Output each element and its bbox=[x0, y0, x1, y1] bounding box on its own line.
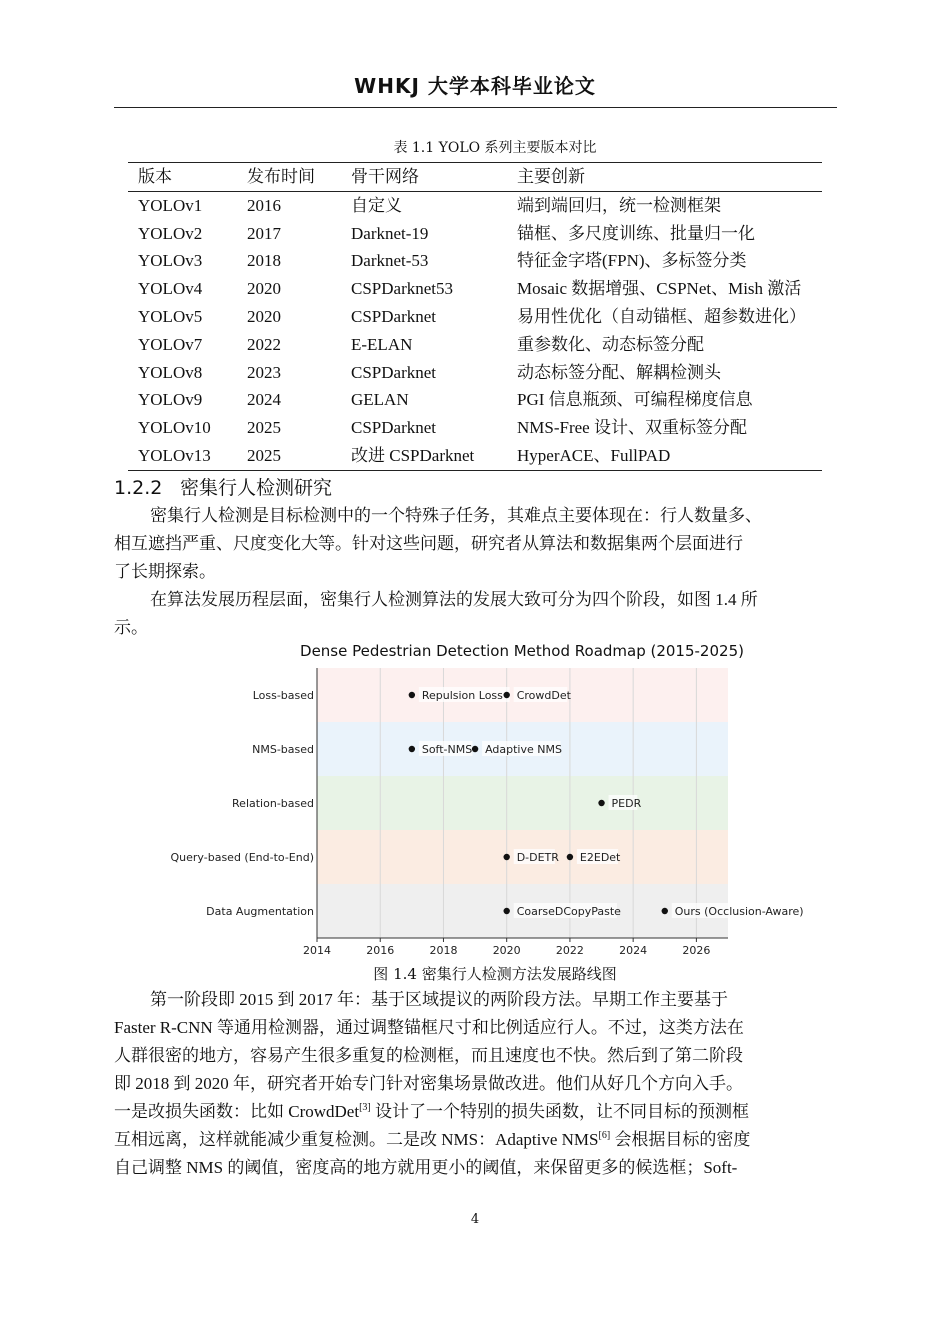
table-caption: 表 1.1 YOLO 系列主要版本对比 bbox=[393, 140, 597, 156]
table-cell: YOLOv10 bbox=[138, 418, 211, 438]
paragraph-line bbox=[114, 1098, 837, 1126]
citation-ref: [3] bbox=[359, 1102, 371, 1113]
header-divider bbox=[114, 107, 837, 108]
category-band bbox=[317, 776, 728, 830]
table-cell: CSPDarknet53 bbox=[351, 279, 453, 299]
table-cell: 2024 bbox=[247, 390, 281, 410]
table-cell: 自定义 bbox=[351, 195, 402, 215]
milestone-point bbox=[567, 854, 573, 860]
x-tick-label: 2016 bbox=[366, 944, 395, 957]
paragraph-line bbox=[114, 1126, 837, 1154]
table-cell: 2025 bbox=[247, 445, 281, 465]
x-tick-label: 2022 bbox=[555, 944, 584, 957]
milestone-point bbox=[409, 746, 415, 752]
yolo-version-table bbox=[128, 162, 822, 471]
table-cell: Mosaic 数据增强、CSPNet、Mish 激活 bbox=[517, 279, 802, 299]
milestone-label: CoarseDCopyPaste bbox=[516, 905, 621, 918]
milestone-point bbox=[503, 908, 509, 914]
citation-ref: [6] bbox=[598, 1130, 611, 1141]
table-row bbox=[128, 331, 822, 359]
table-cell: Darknet-53 bbox=[351, 251, 429, 271]
paragraph-2 bbox=[114, 586, 837, 642]
table-cell: PGI 信息瓶颈、可编程梯度信息 bbox=[517, 390, 753, 410]
table-cell: CSPDarknet bbox=[351, 418, 436, 438]
milestone-point bbox=[409, 692, 415, 698]
table-header-cell: 主要创新 bbox=[517, 167, 585, 186]
table-cell: 锚框、多尺度训练、批量归一化 bbox=[517, 223, 755, 243]
table-header-cell: 版本 bbox=[138, 167, 172, 186]
paragraph-line: 示。 bbox=[114, 618, 148, 637]
milestone-point bbox=[598, 800, 604, 806]
table-cell: 2016 bbox=[247, 195, 281, 215]
table-row bbox=[128, 442, 822, 470]
text-run: 设计了一个特别的损失函数，让不同目标的预测框 bbox=[370, 1102, 749, 1121]
text-run: 一是改损失函数：比如 CrowdDet bbox=[114, 1102, 360, 1121]
table-cell: HyperACE、FullPAD bbox=[517, 445, 671, 465]
table-cell: YOLOv9 bbox=[138, 390, 203, 410]
x-tick-label: 2026 bbox=[682, 944, 711, 957]
figure-caption: 图 1.4 密集行人检测方法发展路线图 bbox=[373, 965, 617, 983]
x-tick-label: 2020 bbox=[492, 944, 521, 957]
table-cell: CSPDarknet bbox=[351, 306, 436, 326]
table-cell: YOLOv1 bbox=[138, 195, 203, 215]
milestone-label: D-DETR bbox=[516, 851, 559, 864]
table-row bbox=[128, 359, 822, 387]
paragraph-line: 相互遮挡严重、尺度变化大等。针对这些问题，研究者从算法和数据集两个层面进行 bbox=[114, 534, 743, 553]
section-title: 密集行人检测研究 bbox=[180, 477, 333, 499]
table-cell: YOLOv3 bbox=[138, 251, 203, 271]
table-cell: 易用性优化（自动锚框、超参数进化） bbox=[517, 306, 806, 326]
table-cell: YOLOv13 bbox=[138, 445, 211, 465]
table-cell: 2018 bbox=[247, 251, 281, 271]
table-row bbox=[128, 386, 822, 414]
milestone-label: Repulsion Loss bbox=[421, 689, 503, 702]
table-cell: 2022 bbox=[247, 334, 281, 354]
category-label: Loss-based bbox=[252, 689, 314, 702]
roadmap-chart bbox=[140, 640, 820, 962]
x-tick-label: 2018 bbox=[429, 944, 458, 957]
table-cell: 2017 bbox=[247, 223, 281, 243]
paragraph-line: Faster R-CNN 等通用检测器，通过调整锚框尺寸和比例适应行人。不过，这类方法在 bbox=[114, 1018, 744, 1037]
paragraph-3 bbox=[114, 986, 837, 1182]
table-row bbox=[128, 275, 822, 303]
table-cell: YOLOv5 bbox=[138, 306, 203, 326]
page-number: 4 bbox=[470, 1212, 480, 1227]
table-cell: YOLOv2 bbox=[138, 223, 203, 243]
table-cell: 改进 CSPDarknet bbox=[351, 445, 475, 465]
milestone-label: Ours (Occlusion-Aware) bbox=[674, 905, 804, 918]
table-row bbox=[128, 220, 822, 248]
milestone-point bbox=[503, 854, 509, 860]
table-body bbox=[128, 191, 822, 470]
milestone-label: Adaptive NMS bbox=[485, 743, 562, 756]
table-cell: 特征金字塔(FPN)、多标签分类 bbox=[517, 251, 747, 271]
table-header-cell: 骨干网络 bbox=[351, 167, 419, 186]
table-header-row bbox=[128, 163, 822, 192]
table-cell: 2025 bbox=[247, 418, 281, 438]
table-cell: 2020 bbox=[247, 306, 281, 326]
table-cell: YOLOv8 bbox=[138, 362, 203, 382]
milestone-point bbox=[662, 908, 668, 914]
category-label: NMS-based bbox=[252, 743, 314, 756]
table-header-cell: 发布时间 bbox=[247, 167, 315, 186]
table-cell: NMS-Free 设计、双重标签分配 bbox=[517, 418, 747, 438]
table-row bbox=[128, 191, 822, 219]
paragraph-line: 了长期探索。 bbox=[114, 562, 216, 581]
table-cell: 2023 bbox=[247, 362, 281, 382]
section-heading bbox=[114, 473, 332, 500]
paragraph-line: 密集行人检测是目标检测中的一个特殊子任务，其难点主要体现在：行人数量多、 bbox=[150, 506, 762, 525]
category-label: Data Augmentation bbox=[206, 905, 314, 918]
category-label: Relation-based bbox=[232, 797, 314, 810]
page-header-title: WHKJ 大学本科毕业论文 bbox=[354, 74, 596, 98]
milestone-point bbox=[472, 746, 478, 752]
milestone-label: PEDR bbox=[611, 797, 642, 810]
table-row bbox=[128, 247, 822, 275]
milestone-label: Soft-NMS bbox=[421, 743, 473, 756]
paragraph-line: 人群很密的地方，容易产生很多重复的检测框，而且速度也不快。然后到了第二阶段 bbox=[114, 1046, 743, 1065]
milestone-point bbox=[503, 692, 509, 698]
table-cell: GELAN bbox=[351, 390, 409, 410]
table-row bbox=[128, 303, 822, 331]
section-number: 1.2.2 bbox=[114, 477, 163, 499]
text-run: 互相远离，这样就能减少重复检测。二是改 NMS：Adaptive NMS bbox=[114, 1130, 599, 1149]
paragraph-line: 自己调整 NMS 的阈值，密度高的地方就用更小的阈值，来保留更多的候选框；Soft- bbox=[114, 1158, 738, 1177]
text-run: 会根据目标的密度 bbox=[610, 1130, 751, 1149]
paragraph-line: 在算法发展历程层面，密集行人检测算法的发展大致可分为四个阶段，如图 1.4 所 bbox=[150, 590, 758, 609]
table-cell: 动态标签分配、解耦检测头 bbox=[517, 362, 721, 382]
table-row bbox=[128, 414, 822, 442]
chart-title: Dense Pedestrian Detection Method Roadmap (2015-2025) bbox=[300, 642, 744, 660]
paragraph-1 bbox=[114, 502, 837, 586]
table-cell: Darknet-19 bbox=[351, 223, 429, 243]
table-cell: 重参数化、动态标签分配 bbox=[517, 334, 704, 354]
table-cell: 端到端回归，统一检测框架 bbox=[517, 195, 721, 215]
table-cell: 2020 bbox=[247, 279, 281, 299]
milestone-label: CrowdDet bbox=[516, 689, 571, 702]
milestone-label: E2EDet bbox=[579, 851, 621, 864]
table-cell: YOLOv7 bbox=[138, 334, 203, 354]
paragraph-line: 第一阶段即 2015 到 2017 年：基于区域提议的两阶段方法。早期工作主要基于 bbox=[150, 990, 728, 1009]
x-tick-label: 2014 bbox=[303, 944, 331, 957]
table-cell: YOLOv4 bbox=[138, 279, 203, 299]
table-cell: E-ELAN bbox=[351, 334, 413, 354]
table-cell: CSPDarknet bbox=[351, 362, 436, 382]
x-tick-label: 2024 bbox=[619, 944, 648, 957]
category-label: Query-based (End-to-End) bbox=[170, 851, 314, 864]
paragraph-line: 即 2018 到 2020 年，研究者开始专门针对密集场景做改进。他们从好几个方向入手。 bbox=[114, 1074, 743, 1093]
